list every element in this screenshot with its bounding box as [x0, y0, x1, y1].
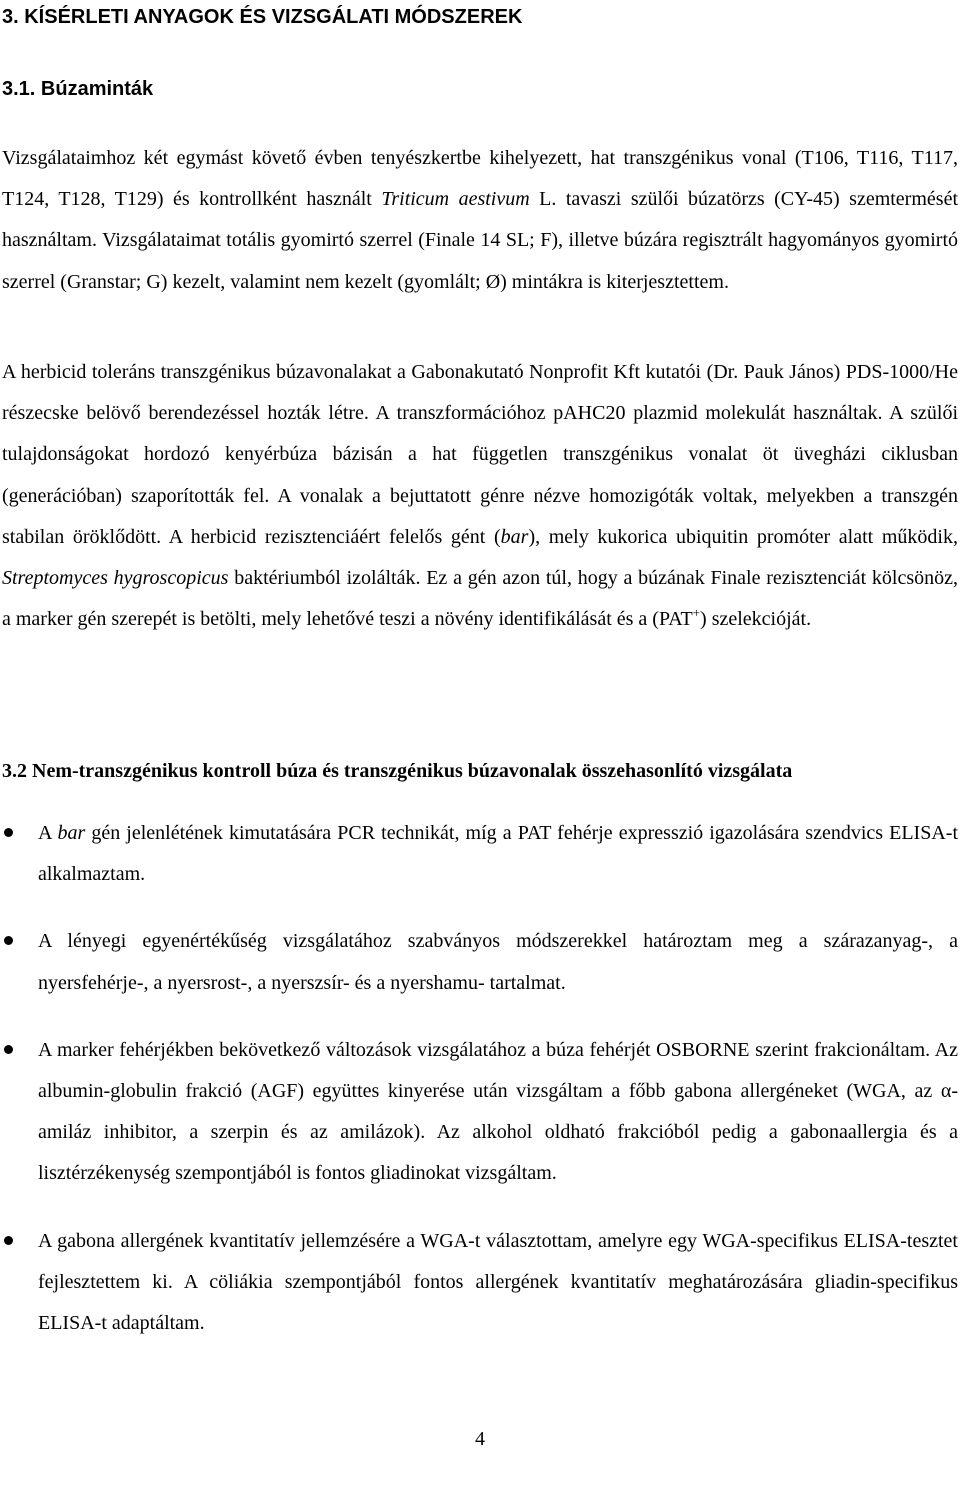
list-item-text: A marker fehérjékben bekövetkező változások vizsgálatához a búza fehérjét OSBORNE szerint frakcionáltam. Az albumin-globulin frakció (AGF) együttes kinyerése után vizsgáltam a főbb gabona allergéneket (WGA, az α-amiláz inhibitor, a szerpin és az amilázok). Az alkohol oldható frakcióból pedig a gabonaallergia és a lisztérzékenység szempontjából is fontos gliadinokat vizsgáltam. [38, 1038, 958, 1185]
list-item-text: A [38, 822, 58, 844]
chapter-heading: 3. KÍSÉRLETI ANYAGOK ÉS VIZSGÁLATI MÓDSZEREK [2, 6, 523, 28]
list-item [0, 921, 958, 1003]
list-item [0, 1030, 958, 1195]
superscript-plus: + [692, 605, 701, 621]
species-name: Triticum aestivum [381, 188, 530, 211]
bullet-icon [4, 1045, 13, 1054]
list-item [0, 1221, 958, 1345]
paragraph-text: Vizsgálataimhoz két egymást követő évben tenyészkertbe kihelyezett, hat transzgénikus vonal (T106, T116, T117, T124, T128, T129) és kontrollként használt [2, 147, 958, 211]
bullet-icon [4, 1236, 13, 1245]
gene-name: bar [500, 525, 529, 548]
section-heading-3-2: 3.2 Nem-transzgénikus kontroll búza és transzgénikus búzavonalak összehasonlító vizsgálata [2, 760, 793, 782]
list-item-text: A gabona allergének kvantitatív jellemzésére a WGA-t választottam, amelyre egy WGA-specifikus ELISA-tesztet fejlesztettem ki. A cöliákia szempontjából fontos allergének kvantitatív meghatározására gliadin-specifikus ELISA-t adaptáltam. [38, 1229, 958, 1335]
page-number: 4 [475, 1428, 485, 1450]
paragraph-text: L. tavaszi szülői búzatörzs (CY-45) szemtermését használtam. Vizsgálataimat totális gyomirtó szerrel (Finale 14 SL; F), illetve búzára regisztrált hagyományos gyomirtó szerrel (Granstar; G) kezelt, valamint nem kezelt (gyomlált; Ø) mintákra is kiterjesztettem. [2, 188, 958, 293]
list-item-text: A lényegi egyenértékűség vizsgálatához szabványos módszerekkel határoztam meg a szárazanyag-, a nyersfehérje-, a nyersrost-, a nyerszsír- és a nyershamu- tartalmat. [38, 930, 958, 994]
method-bullet-list [0, 813, 960, 1344]
bullet-icon [4, 828, 13, 837]
organism-name: Streptomyces hygroscopicus [2, 567, 229, 590]
paragraph-text: A herbicid toleráns transzgénikus búzavonalakat a Gabonakutató Nonprofit Kft kutatói (Dr. Pauk János) PDS-1000/He részecske belövő berendezéssel hozták létre. A transzformációhoz pAHC20 plazmid molekulát használtak. A szülői tulajdonságokat hordozó kenyérbúza bázisán a hat független transzgénikus vonalat öt üvegházi ciklusban (generációban) szaporították fel. A vonalak a bejuttatott génre nézve homozigóták voltak, melyekben a transzgén stabilan öröklődött. A herbicid rezisztenciáért felelős gént ( [2, 361, 958, 548]
list-item-text: gén jelenlétének kimutatására PCR technikát, míg a PAT fehérje expresszió igazolására szendvics ELISA-t alkalmaztam. [38, 822, 959, 886]
list-item [0, 813, 958, 895]
paragraph-wheat-samples [2, 138, 958, 303]
section-heading-3-1: 3.1. Búzaminták [2, 78, 154, 100]
bullet-icon [4, 936, 13, 945]
paragraph-transgenic-lines [2, 352, 958, 640]
paragraph-text: ) szelekcióját. [700, 608, 812, 631]
gene-name: bar [57, 822, 86, 844]
paragraph-text: baktériumból izolálták. Ez a gén azon túl, hogy a búzának Finale rezisztenciát kölcsönöz, a marker gén szerepét is betölti, mely lehetővé teszi a növény identifikálását és a (PAT [2, 567, 958, 631]
paragraph-text: ), mely kukorica ubiquitin promóter alatt működik, [528, 525, 958, 548]
